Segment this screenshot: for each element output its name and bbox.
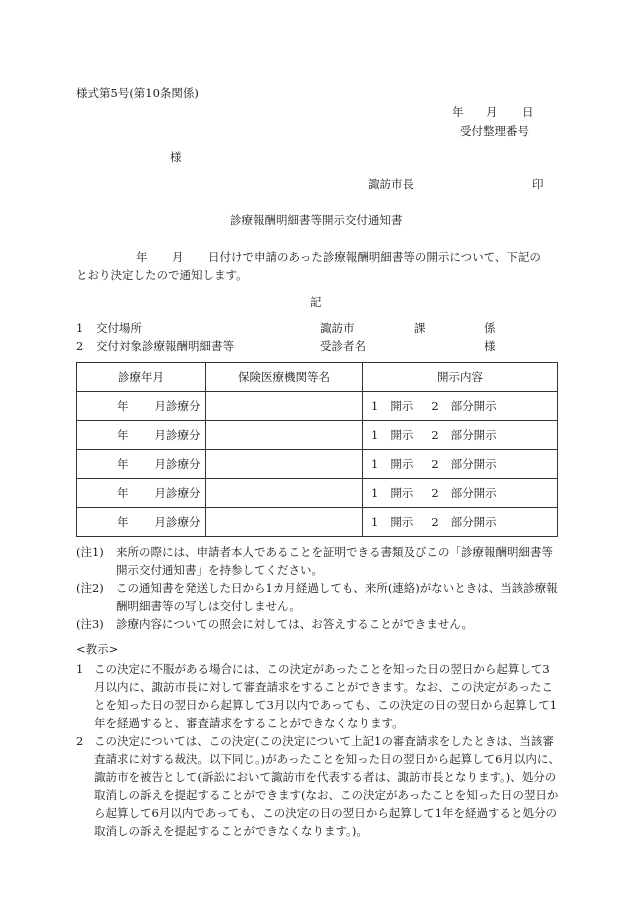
item-1-section: 課 [414, 321, 426, 335]
table-header-row [77, 363, 558, 392]
month-label: 月診療分 [154, 486, 201, 500]
kyouji-text: この決定については、この決定(この決定について上記1の審査請求をしたときは、当該審査請求に対する裁決。以下同じ。)があったことを知った日の翌日から起算して6月以内に、諏訪市を被告として(訴訟において諏訪市を代表する者は、諏訪市長となります。)、処分の取消しの訴えを提起することができます(なお、この決定があったことを知った日の翌日から起算して6月以内であっても、この決定の日の翌日から起算して1年を経過すると処分の取消しの訴えを提起することができなくなります。)。 [94, 734, 560, 838]
disclosure-options-cell [363, 450, 558, 479]
header-institution-name: 保険医療機関等名 [206, 363, 363, 392]
option-2-number: 2 [431, 457, 439, 471]
note-text: この通知書を発送した日から1カ月経過しても、来所(連絡)がないときは、当該診療報酬明細書等の写しは交付しません。 [116, 581, 558, 613]
treatment-month-cell [77, 479, 206, 508]
item-2-suffix: 様 [484, 339, 496, 353]
note-text: 来所の際には、申請者本人であることを証明できる書類及びこの「診療報酬明細書等開示交付通知書」を持参してください。 [116, 545, 553, 577]
treatment-month-cell [77, 450, 206, 479]
item-2-number: 2 [76, 339, 84, 353]
kyouji-number: 2 [76, 734, 84, 748]
disclosure-options-cell [363, 508, 558, 537]
year-label: 年 [117, 399, 129, 413]
kyouji-text: この決定に不服がある場合には、この決定があったことを知った日の翌日から起算して3月以内に、諏訪市長に対して審査請求をすることができます。なお、この決定があったことを知った日の翌日から起算して3月以内であっても、この決定の日の翌日から起算して1年を経過すると、審査請求をすることができなくなります。 [94, 662, 558, 730]
issuer-name: 諏訪市長 [368, 177, 414, 191]
option-partial-disclose: 部分開示 [450, 486, 497, 500]
option-1-number: 1 [371, 399, 379, 413]
institution-name-cell [206, 392, 363, 421]
addressee-suffix: 様 [170, 150, 182, 164]
note-tag: (注2) [76, 581, 104, 595]
option-disclose: 開示 [390, 428, 414, 442]
option-partial-disclose: 部分開示 [450, 428, 497, 442]
year-label: 年 [117, 457, 129, 471]
option-1-number: 1 [371, 457, 379, 471]
year-label: 年 [117, 428, 129, 442]
kyouji-item [76, 660, 560, 732]
option-disclose: 開示 [390, 515, 414, 529]
month-label: 月診療分 [154, 399, 201, 413]
kyouji-heading: <教示> [76, 642, 119, 656]
disclosure-options-cell [363, 421, 558, 450]
header-disclosure-content: 開示内容 [363, 363, 558, 392]
disclosure-table [76, 362, 558, 537]
option-partial-disclose: 部分開示 [450, 515, 497, 529]
option-1-number: 1 [371, 486, 379, 500]
year-label: 年 [117, 515, 129, 529]
item-1-city: 諏訪市 [320, 321, 355, 335]
ki-heading: 記 [310, 295, 322, 309]
table-row [77, 392, 558, 421]
option-partial-disclose: 部分開示 [450, 399, 497, 413]
receipt-number-label: 受付整理番号 [460, 124, 529, 138]
month-label: 月診療分 [154, 457, 201, 471]
institution-name-cell [206, 508, 363, 537]
treatment-month-cell [77, 392, 206, 421]
option-disclose: 開示 [390, 399, 414, 413]
header-treatment-month: 診療年月 [77, 363, 206, 392]
intro-text-line2: とおり決定したので通知します。 [76, 268, 248, 282]
table-row [77, 421, 558, 450]
treatment-month-cell [77, 421, 206, 450]
note-tag: (注1) [76, 545, 104, 559]
item-2-patient-label: 受診者名 [320, 339, 366, 353]
note-item [76, 543, 560, 579]
disclosure-options-cell [363, 392, 558, 421]
month-label: 月診療分 [154, 515, 201, 529]
item-1-unit: 係 [484, 321, 496, 335]
year-label: 年 [117, 486, 129, 500]
table-row [77, 450, 558, 479]
date-year-label: 年 [452, 105, 464, 119]
option-1-number: 1 [371, 428, 379, 442]
note-text: 診療内容についての照会に対しては、お答えすることができません。 [116, 617, 473, 631]
date-month-label: 月 [486, 105, 498, 119]
month-label: 月診療分 [154, 428, 201, 442]
disclosure-options-cell [363, 479, 558, 508]
table-row [77, 479, 558, 508]
option-2-number: 2 [431, 486, 439, 500]
seal-mark: 印 [532, 177, 544, 191]
item-2-label: 交付対象診療報酬明細書等 [96, 339, 234, 353]
note-tag: (注3) [76, 617, 104, 631]
date-day-label: 日 [522, 105, 534, 119]
intro-month-label: 月 [172, 250, 184, 264]
kyouji-number: 1 [76, 662, 84, 676]
item-1-label: 交付場所 [96, 321, 142, 335]
kyouji-item [76, 732, 560, 840]
intro-year-label: 年 [136, 250, 148, 264]
intro-text-line1: 日付けで申請のあった診療報酬明細書等の開示について、下記の [208, 250, 541, 264]
document-title: 診療報酬明細書等開示交付通知書 [230, 213, 403, 227]
institution-name-cell [206, 479, 363, 508]
note-item [76, 615, 560, 633]
institution-name-cell [206, 421, 363, 450]
option-2-number: 2 [431, 399, 439, 413]
institution-name-cell [206, 450, 363, 479]
option-1-number: 1 [371, 515, 379, 529]
notes-section [76, 543, 560, 633]
treatment-month-cell [77, 508, 206, 537]
item-1-number: 1 [76, 321, 84, 335]
option-disclose: 開示 [390, 457, 414, 471]
note-item [76, 579, 560, 615]
option-2-number: 2 [431, 515, 439, 529]
option-2-number: 2 [431, 428, 439, 442]
option-partial-disclose: 部分開示 [450, 457, 497, 471]
table-row [77, 508, 558, 537]
kyouji-section [76, 660, 560, 840]
option-disclose: 開示 [390, 486, 414, 500]
form-number: 様式第5号(第10条関係) [76, 86, 199, 100]
